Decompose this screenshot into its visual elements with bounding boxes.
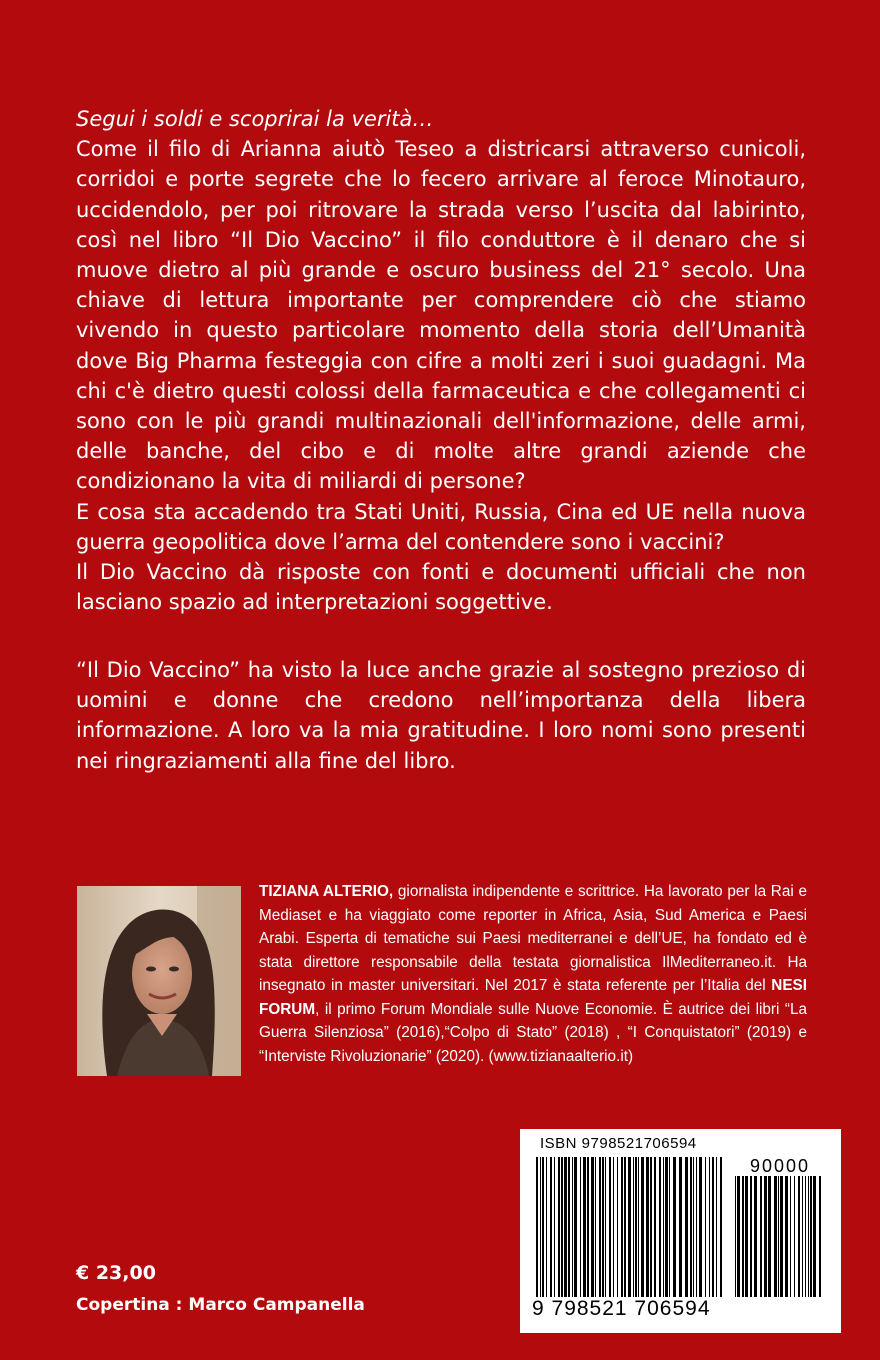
- bio-text-2: , il primo Forum Mondiale sulle Nuove Economie. È autrice dei libri “La Guerra Silenziosa” (2016),“Colpo di Stato” (2018) , “I Conquistatori” (2019) e “Interviste Rivoluzionarie” (2020). (www.tizianaalterio.it): [259, 1000, 807, 1065]
- price: € 23,00: [76, 1262, 156, 1284]
- author-bio: [259, 880, 807, 1068]
- author-portrait-image: [77, 886, 241, 1076]
- barcode-bars: [536, 1157, 726, 1297]
- blurb-paragraph-3: Il Dio Vaccino dà risposte con fonti e documenti ufficiali che non lasciano spazio ad interpretazioni soggettive.: [76, 560, 806, 615]
- barcode-digits: 9 798521 706594: [532, 1297, 711, 1320]
- blurb-paragraph-2: E cosa sta accadendo tra Stati Uniti, Russia, Cina ed UE nella nuova guerra geopolitica dove l’arma del contendere sono i vaccini?: [76, 499, 806, 554]
- acknowledgement: [76, 655, 806, 776]
- addon-code: 90000: [750, 1156, 811, 1176]
- blurb-paragraph-1: Come il filo di Arianna aiutò Teseo a districarsi attraverso cunicoli, corridoi e porte segrete che lo fecero arrivare al feroce Minotauro, uccidendolo, per poi ritrovare la strada verso l’uscita dal labirinto, così nel libro “Il Dio Vaccino” il filo conduttore è il denaro che si muove dietro al più grande e oscuro business del 21° secolo. Una chiave di lettura importante per comprendere ciò che stiamo vivendo in questo particolare momento della storia dell’Umanità dove Big Pharma festeggia con cifre a molti zeri i suoi guadagni. Ma chi c'è dietro questi colossi della farmaceutica e che collegamenti ci sono con le più grandi multinazionali dell'informazione, delle armi, delle banche, del cibo e di molte altre grandi aziende che condizionano la vita di miliardi di persone?: [76, 137, 806, 494]
- isbn-label: ISBN 9798521706594: [540, 1135, 697, 1152]
- bio-text-1: giornalista indipendente e scrittrice. Ha lavorato per la Rai e Mediaset e ha viaggiato come reporter in Africa, Asia, Sud America e Paesi Arabi. Esperta di tematiche sui Paesi mediterranei e dell’UE, ha fondato ed è stata direttore responsabile della testata giornalistica IlMediterraneo.it. Ha insegnato in master universitari. Nel 2017 è stata referente per l’Italia del: [259, 883, 807, 994]
- acknowledgement-text: “Il Dio Vaccino” ha visto la luce anche grazie al sostegno prezioso di uomini e donne che credono nell’importanza della libera informazione. A loro va la mia gratitudine. I loro nomi sono presenti nei ringraziamenti alla fine del libro.: [76, 658, 806, 773]
- bio-forum: NESI FORUM: [259, 977, 807, 1018]
- addon-barcode-bars: [735, 1176, 825, 1297]
- tagline: Segui i soldi e scoprirai la verità…: [76, 107, 434, 131]
- author-name: TIZIANA ALTERIO,: [259, 883, 394, 900]
- isbn-barcode: [520, 1129, 841, 1333]
- cover-credit: Copertina : Marco Campanella: [76, 1295, 365, 1315]
- author-photo: [77, 886, 241, 1076]
- back-cover-blurb: [76, 104, 806, 617]
